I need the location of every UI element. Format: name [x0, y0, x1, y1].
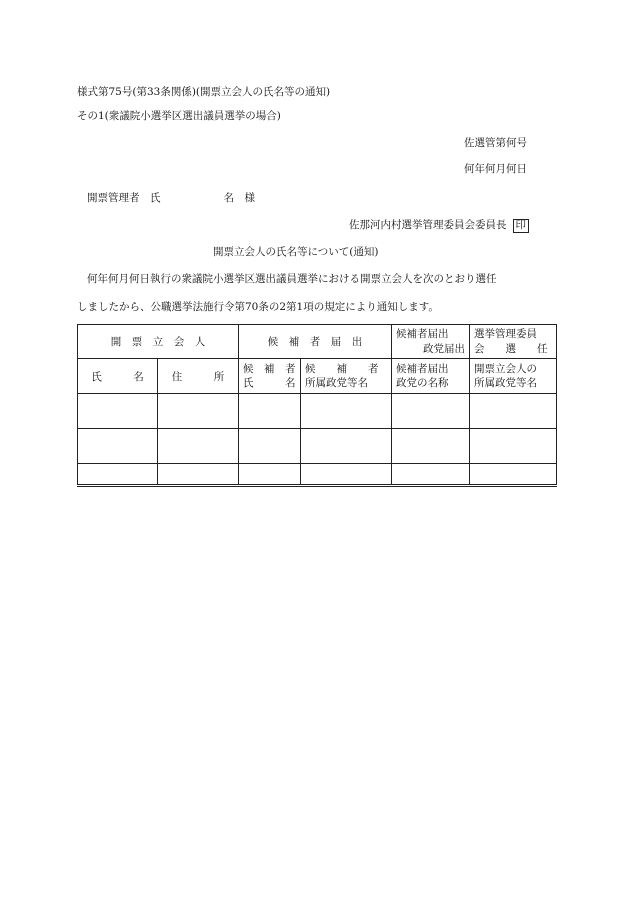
- notice-heading: 開票立会人の氏名等について(通知): [213, 246, 379, 258]
- table-cell: [301, 394, 392, 429]
- body-line-2: しましたから、公職選挙法施行令第70条の2第1項の規定により通知します。: [77, 301, 439, 313]
- table-cell: [158, 394, 239, 429]
- col-koho-shimei: [239, 359, 301, 394]
- table-cell: [158, 464, 239, 486]
- table-cell: [78, 429, 158, 464]
- body-line-1: 何年何月何日執行の衆議院小選挙区選出議員選挙における開票立会人を次のとおり選任: [87, 273, 497, 285]
- col-iin-seito-line1: 開票立会人の: [474, 362, 537, 375]
- table-cell: [470, 464, 557, 486]
- header-tachiai: 開 票 立 会 人: [78, 325, 239, 359]
- col-koho-seito: [301, 359, 392, 394]
- table-cell: [301, 464, 392, 486]
- col-iin-seito: [470, 359, 557, 394]
- header-iinkai-sennin: [470, 325, 557, 359]
- table-cell: [470, 394, 557, 429]
- table-cell: [158, 429, 239, 464]
- col-koho-shimei-line1: 候 補 者: [243, 362, 296, 375]
- table-cell: [392, 394, 470, 429]
- form-subtitle: その1(衆議院小選挙区選出議員選挙の場合): [77, 110, 281, 122]
- col-seito-meisho-line2: 政党の名称: [396, 377, 449, 389]
- document-date: 何年何月何日: [464, 163, 527, 175]
- table-cell: [239, 464, 301, 486]
- col-iin-seito-line2: 所属政党等名: [474, 377, 537, 389]
- header-seito-line1: 候補者届出: [396, 328, 449, 341]
- notification-table: [77, 324, 557, 487]
- table-cell: [78, 394, 158, 429]
- table-cell: [239, 429, 301, 464]
- table-cell: [392, 464, 470, 486]
- col-koho-shimei-line2: 氏 名: [243, 377, 296, 389]
- table-cell: [470, 429, 557, 464]
- header-seito-line2: 政党届出: [423, 342, 465, 355]
- table-row: [78, 429, 557, 464]
- header-row-2: [78, 359, 557, 394]
- sender-name: 佐那河内村選挙管理委員会委員長: [349, 219, 507, 231]
- table-cell: [301, 429, 392, 464]
- col-shimei: 氏 名: [78, 359, 158, 394]
- col-koho-seito-line1: 候 補 者: [305, 362, 379, 375]
- header-row-1: [78, 325, 557, 359]
- sender-line: [349, 219, 529, 233]
- header-iin-line1: 選挙管理委員: [474, 328, 537, 341]
- col-seito-meisho-line1: 候補者届出: [396, 362, 449, 375]
- document-number: 佐選管第何号: [464, 137, 527, 149]
- table-row: [78, 394, 557, 429]
- header-seito-todokede: [392, 325, 470, 359]
- addressee: 開票管理者 氏 名 様: [87, 192, 255, 204]
- seal-mark: 印: [513, 219, 530, 233]
- table-row: [78, 464, 557, 486]
- col-jusho: 住 所: [158, 359, 239, 394]
- table-cell: [239, 394, 301, 429]
- table-cell: [392, 429, 470, 464]
- header-kohosha-todokede: 候 補 者 届 出: [239, 325, 392, 359]
- col-seito-meisho: [392, 359, 470, 394]
- form-title: 様式第75号(第33条関係)(開票立会人の氏名等の通知): [77, 86, 331, 98]
- col-koho-seito-line2: 所属政党等名: [305, 377, 368, 389]
- table-cell: [78, 464, 158, 486]
- header-iin-line2: 会 選 任: [474, 342, 548, 355]
